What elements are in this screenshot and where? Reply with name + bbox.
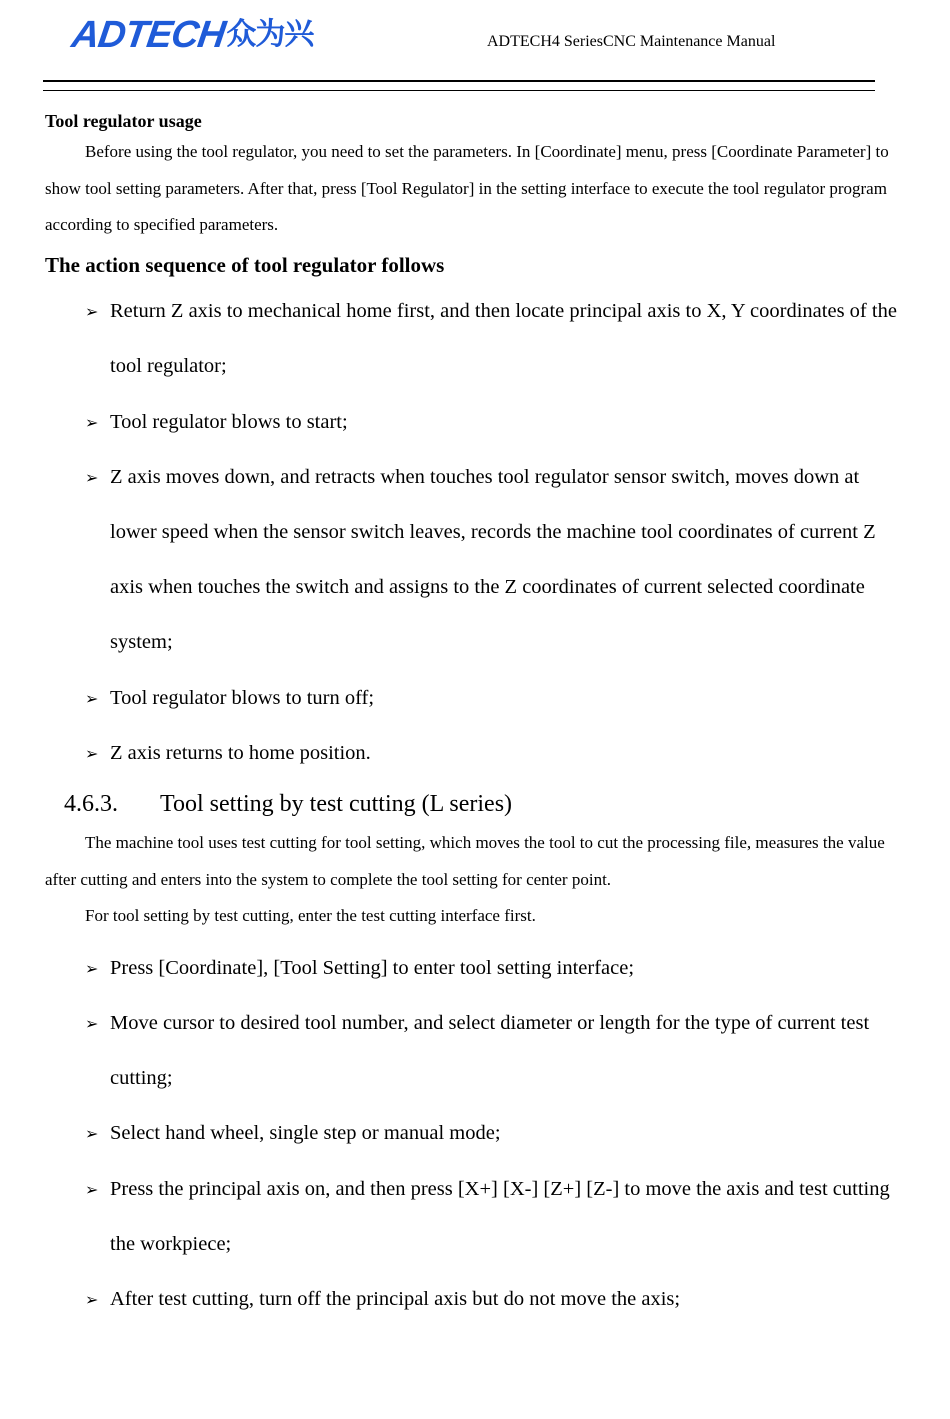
test-cutting-list [45,941,907,1327]
list-item [45,1162,907,1272]
list-item-text: Z axis moves down, and retracts when touches tool regulator sensor switch, moves down at lower speed when the sensor switch leaves, records the machine tool coordinates of current Z axis when touches the switch and assigns to the Z coordinates of current selected coordinate system; [110,465,876,654]
section-title: Tool setting by test cutting (L series) [160,790,513,817]
arrow-bullet-icon: ➢ [85,1289,99,1309]
list-item [45,996,907,1106]
arrow-bullet-icon: ➢ [85,1179,99,1199]
arrow-bullet-icon: ➢ [85,467,99,487]
list-item [45,941,907,996]
arrow-bullet-icon: ➢ [85,958,99,978]
list-item [45,395,907,450]
arrow-bullet-icon: ➢ [85,1124,99,1144]
list-item-text: Tool regulator blows to turn off; [110,686,375,709]
arrow-bullet-icon: ➢ [85,1013,99,1033]
sequence-list [45,284,907,781]
header-rule-thin [43,90,875,91]
list-item-text: Move cursor to desired tool number, and select diameter or length for the type of current test cutting; [110,1011,870,1090]
list-item [45,1106,907,1161]
page-content [45,108,907,1327]
header-rule-thick [43,80,875,82]
list-item [45,726,907,781]
list-item [45,450,907,671]
list-item-text: After test cutting, turn off the principal axis but do not move the axis; [110,1287,681,1310]
section-paragraph: The machine tool uses test cutting for tool setting, which moves the tool to cut the processing file, measures the value after cutting and enters into the system to complete the tool setting for center point. [45,832,885,889]
list-item-text: Select hand wheel, single step or manual mode; [110,1122,501,1145]
section-heading [64,789,907,819]
list-item [45,284,907,394]
arrow-bullet-icon: ➢ [85,412,99,432]
section-number: 4.6.3. [64,790,118,817]
usage-paragraph: Before using the tool regulator, you need to set the parameters. In [Coordinate] menu, press [Coordinate Parameter] to show tool setting parameters. After that, press [Tool Regulator] in the setting interface to execute the tool regulator program according to specified parameters. [45,142,889,235]
arrow-bullet-icon: ➢ [85,688,99,708]
logo-latin-text: ADTECH [69,14,228,56]
usage-heading: Tool regulator usage [45,111,202,131]
list-item [45,671,907,726]
logo-cjk-text: 众为兴 [226,17,314,52]
list-item [45,1272,907,1327]
list-item-text: Press the principal axis on, and then press [X+] [X-] [Z+] [Z-] to move the axis and test cutting the workpiece; [110,1177,890,1255]
list-item-text: Return Z axis to mechanical home first, and then locate principal axis to X, Y coordinates of the tool regulator; [110,300,897,378]
arrow-bullet-icon: ➢ [85,302,99,322]
arrow-bullet-icon: ➢ [85,743,99,763]
list-item-text: Z axis returns to home position. [110,741,371,764]
sequence-heading: The action sequence of tool regulator follows [45,253,445,278]
list-item-text: Tool regulator blows to start; [110,410,348,433]
adtech-logo [69,14,314,56]
manual-title: ADTECH4 SeriesCNC Maintenance Manual [487,33,776,50]
section-paragraph-intro: For tool setting by test cutting, enter the test cutting interface first. [85,906,536,926]
list-item-text: Press [Coordinate], [Tool Setting] to enter tool setting interface; [110,956,635,979]
